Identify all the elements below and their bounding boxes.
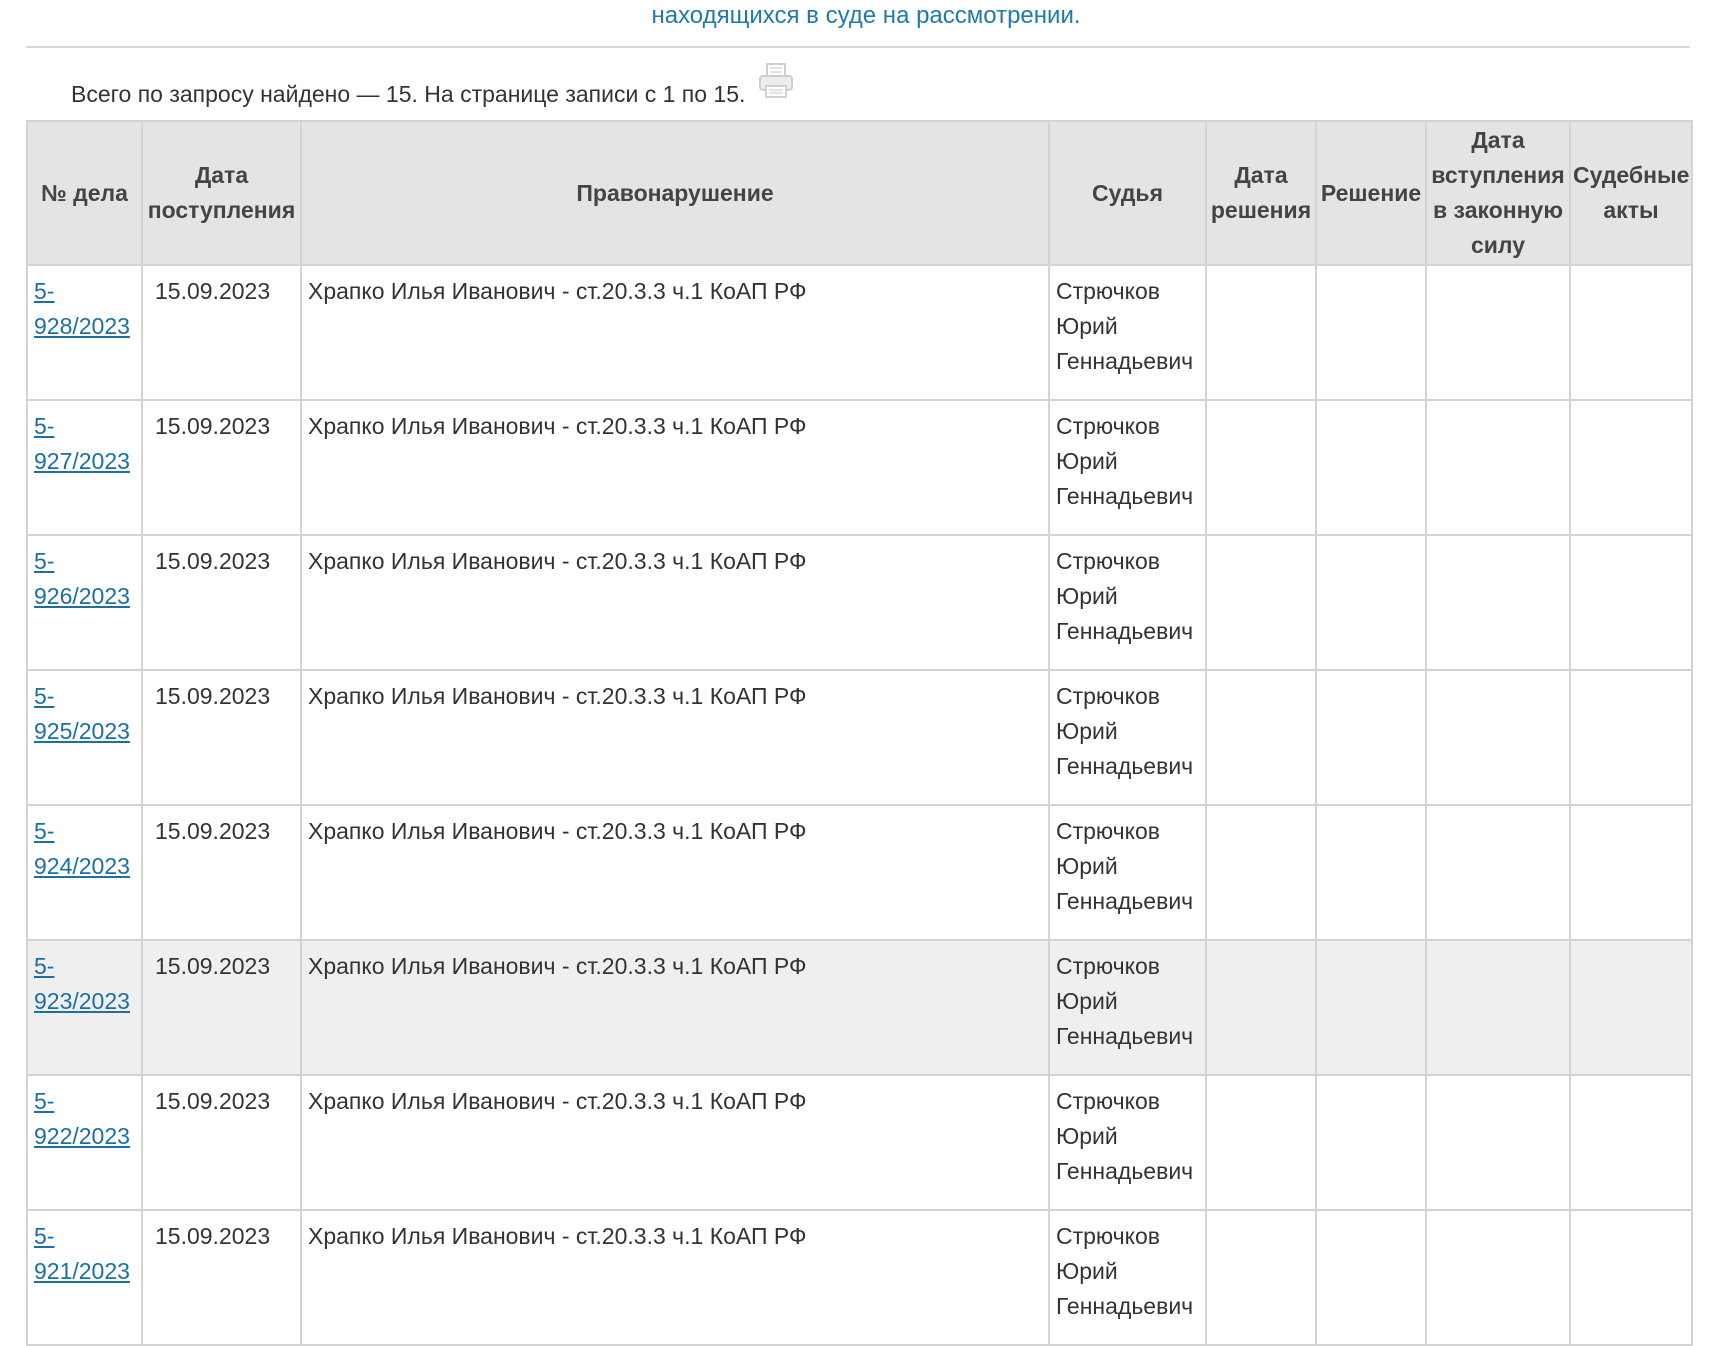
case-number-link[interactable]: 5- 927/2023 — [34, 413, 130, 474]
case-number-link[interactable]: 5- 922/2023 — [34, 1088, 130, 1149]
case-number-cell — [27, 400, 142, 535]
offense-cell: Храпко Илья Иванович - ст.20.3.3 ч.1 КоАП РФ — [301, 1075, 1049, 1210]
effective-date-cell — [1426, 670, 1570, 805]
page-heading: находящихся в суде на рассмотрении. — [651, 2, 1081, 29]
table-header-row — [27, 121, 1692, 265]
judge-cell: Стрючков Юрий Геннадьевич — [1049, 400, 1206, 535]
case-number-cell — [27, 265, 142, 400]
table-body — [27, 265, 1692, 1345]
offense-cell: Храпко Илья Иванович - ст.20.3.3 ч.1 КоАП РФ — [301, 940, 1049, 1075]
case-number-link[interactable]: 5- 921/2023 — [34, 1223, 130, 1284]
judge-cell: Стрючков Юрий Геннадьевич — [1049, 265, 1206, 400]
offense-cell: Храпко Илья Иванович - ст.20.3.3 ч.1 КоАП РФ — [301, 265, 1049, 400]
case-number-link[interactable]: 5- 926/2023 — [34, 548, 130, 609]
court-acts-cell — [1570, 535, 1692, 670]
court-acts-cell — [1570, 400, 1692, 535]
table-row — [27, 1210, 1692, 1345]
receipt-date-cell: 15.09.2023 — [142, 265, 301, 400]
case-number-cell — [27, 1075, 142, 1210]
decision-cell — [1316, 1210, 1426, 1345]
receipt-date-cell: 15.09.2023 — [142, 400, 301, 535]
case-number-link[interactable]: 5- 925/2023 — [34, 683, 130, 744]
case-number-link[interactable]: 5- 923/2023 — [34, 953, 130, 1014]
decision-date-cell — [1206, 1075, 1316, 1210]
table-row — [27, 1075, 1692, 1210]
offense-cell: Храпко Илья Иванович - ст.20.3.3 ч.1 КоАП РФ — [301, 805, 1049, 940]
offense-cell: Храпко Илья Иванович - ст.20.3.3 ч.1 КоАП РФ — [301, 400, 1049, 535]
offense-cell: Храпко Илья Иванович - ст.20.3.3 ч.1 КоАП РФ — [301, 535, 1049, 670]
decision-date-cell — [1206, 940, 1316, 1075]
judge-cell: Стрючков Юрий Геннадьевич — [1049, 535, 1206, 670]
judge-cell: Стрючков Юрий Геннадьевич — [1049, 940, 1206, 1075]
table-row — [27, 535, 1692, 670]
effective-date-cell — [1426, 1075, 1570, 1210]
column-header-receipt-date: Дата поступления — [142, 121, 301, 265]
cases-table — [26, 120, 1693, 1346]
decision-cell — [1316, 265, 1426, 400]
decision-cell — [1316, 805, 1426, 940]
decision-date-cell — [1206, 805, 1316, 940]
decision-cell — [1316, 535, 1426, 670]
case-number-cell — [27, 1210, 142, 1345]
judge-cell: Стрючков Юрий Геннадьевич — [1049, 670, 1206, 805]
judge-cell: Стрючков Юрий Геннадьевич — [1049, 1075, 1206, 1210]
case-number-cell — [27, 805, 142, 940]
case-number-cell — [27, 535, 142, 670]
results-summary — [71, 78, 795, 110]
column-header-offense: Правонарушение — [301, 121, 1049, 265]
case-number-cell — [27, 670, 142, 805]
offense-cell: Храпко Илья Иванович - ст.20.3.3 ч.1 КоАП РФ — [301, 1210, 1049, 1345]
receipt-date-cell: 15.09.2023 — [142, 1075, 301, 1210]
receipt-date-cell: 15.09.2023 — [142, 670, 301, 805]
decision-cell — [1316, 400, 1426, 535]
column-header-decision: Решение — [1316, 121, 1426, 265]
judge-cell: Стрючков Юрий Геннадьевич — [1049, 805, 1206, 940]
effective-date-cell — [1426, 400, 1570, 535]
printer-icon[interactable] — [757, 62, 795, 100]
table-row — [27, 805, 1692, 940]
decision-date-cell — [1206, 535, 1316, 670]
effective-date-cell — [1426, 940, 1570, 1075]
judge-cell: Стрючков Юрий Геннадьевич — [1049, 1210, 1206, 1345]
receipt-date-cell: 15.09.2023 — [142, 805, 301, 940]
court-acts-cell — [1570, 1075, 1692, 1210]
table-row — [27, 400, 1692, 535]
column-header-effective-date: Дата вступления в законную силу — [1426, 121, 1570, 265]
effective-date-cell — [1426, 535, 1570, 670]
effective-date-cell — [1426, 265, 1570, 400]
column-header-court-acts: Судебные акты — [1570, 121, 1692, 265]
table-row — [27, 940, 1692, 1075]
divider — [26, 46, 1690, 48]
table-row — [27, 265, 1692, 400]
effective-date-cell — [1426, 805, 1570, 940]
case-number-link[interactable]: 5- 924/2023 — [34, 818, 130, 879]
decision-date-cell — [1206, 265, 1316, 400]
court-acts-cell — [1570, 265, 1692, 400]
column-header-case-number: № дела — [27, 121, 142, 265]
decision-date-cell — [1206, 670, 1316, 805]
decision-cell — [1316, 940, 1426, 1075]
offense-cell: Храпко Илья Иванович - ст.20.3.3 ч.1 КоАП РФ — [301, 670, 1049, 805]
court-acts-cell — [1570, 1210, 1692, 1345]
case-number-link[interactable]: 5- 928/2023 — [34, 278, 130, 339]
receipt-date-cell: 15.09.2023 — [142, 1210, 301, 1345]
court-acts-cell — [1570, 670, 1692, 805]
receipt-date-cell: 15.09.2023 — [142, 535, 301, 670]
effective-date-cell — [1426, 1210, 1570, 1345]
decision-cell — [1316, 1075, 1426, 1210]
column-header-judge: Судья — [1049, 121, 1206, 265]
case-number-cell — [27, 940, 142, 1075]
decision-date-cell — [1206, 1210, 1316, 1345]
receipt-date-cell: 15.09.2023 — [142, 940, 301, 1075]
results-summary-text: Всего по запросу найдено — 15. На странице записи с 1 по 15. — [71, 81, 746, 107]
decision-date-cell — [1206, 400, 1316, 535]
court-acts-cell — [1570, 805, 1692, 940]
table-row — [27, 670, 1692, 805]
court-acts-cell — [1570, 940, 1692, 1075]
column-header-decision-date: Дата решения — [1206, 121, 1316, 265]
decision-cell — [1316, 670, 1426, 805]
